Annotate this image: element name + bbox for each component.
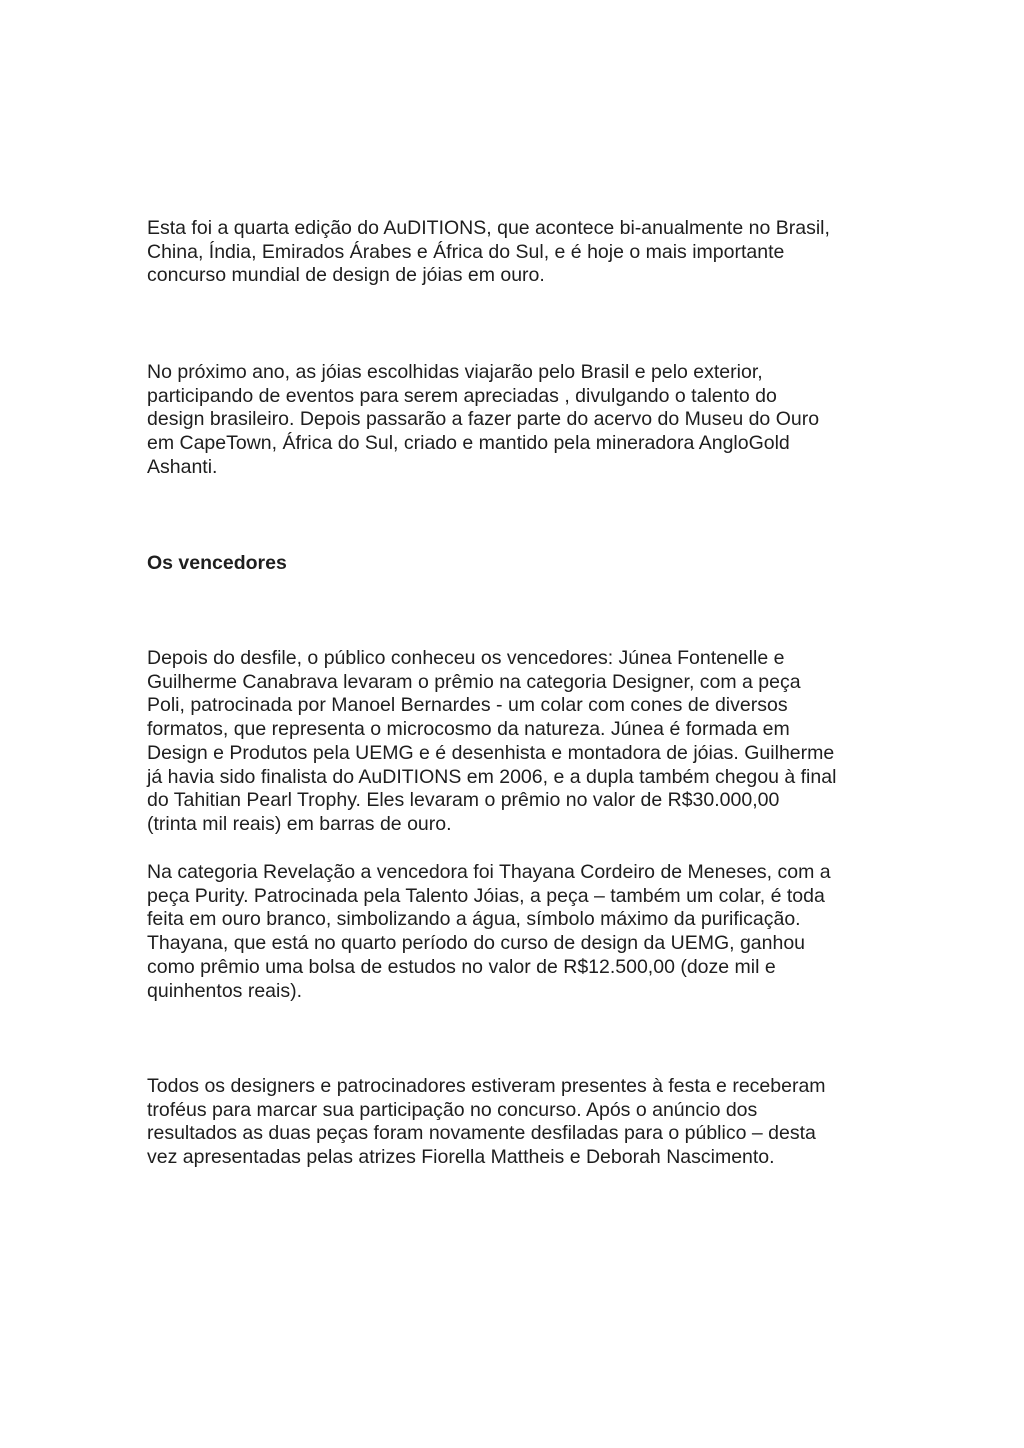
- paragraph-auditions-intro: [147, 217, 907, 288]
- text-line: Esta foi a quarta edição do AuDITIONS, que acontece bi-anualmente no Brasil,: [147, 217, 830, 239]
- text-line: Guilherme Canabrava levaram o prêmio na categoria Designer, com a peça: [147, 670, 801, 693]
- text-line: já havia sido finalista do AuDITIONS em 2006, e a dupla também chegou à final: [147, 765, 837, 788]
- text-line: Poli, patrocinada por Manoel Bernardes - um colar com cones de diversos: [147, 694, 788, 717]
- text-line: troféus para marcar sua participação no concurso. Após o anúncio dos: [147, 1098, 758, 1121]
- paragraph-next-year: [147, 361, 907, 480]
- text-line: quinhentos reais).: [147, 979, 303, 1002]
- text-line: Na categoria Revelação a vencedora foi Thayana Cordeiro de Meneses, com a: [147, 861, 831, 883]
- text-line: Depois do desfile, o público conheceu os vencedores: Júnea Fontenelle e: [147, 647, 785, 669]
- paragraph-revelation-winner: [147, 861, 907, 1003]
- text-line: do Tahitian Pearl Trophy. Eles levaram o prêmio no valor de R$30.000,00: [147, 789, 780, 812]
- text-line: vez apresentadas pelas atrizes Fiorella Mattheis e Deborah Nascimento.: [147, 1146, 775, 1169]
- text-line: China, Índia, Emirados Árabes e África do Sul, e é hoje o mais importante: [147, 240, 785, 263]
- text-line: como prêmio uma bolsa de estudos no valor de R$12.500,00 (doze mil e: [147, 955, 776, 978]
- paragraph-ceremony: [147, 1075, 907, 1170]
- text-line: No próximo ano, as jóias escolhidas viajarão pelo Brasil e pelo exterior,: [147, 361, 763, 383]
- text-line: Ashanti.: [147, 455, 218, 478]
- text-line: concurso mundial de design de jóias em ouro.: [147, 264, 545, 287]
- paragraph-designer-winners: [147, 647, 907, 837]
- text-line: peça Purity. Patrocinada pela Talento Jóias, a peça – também um colar, é toda: [147, 884, 825, 907]
- text-line: resultados as duas peças foram novamente desfiladas para o público – desta: [147, 1122, 816, 1145]
- text-line: participando de eventos para serem apreciadas , divulgando o talento do: [147, 384, 777, 407]
- text-line: Todos os designers e patrocinadores estiveram presentes à festa e receberam: [147, 1075, 826, 1097]
- text-line: (trinta mil reais) em barras de ouro.: [147, 812, 452, 835]
- text-line: Design e Produtos pela UEMG e é desenhista e montadora de jóias. Guilherme: [147, 741, 835, 764]
- text-line: em CapeTown, África do Sul, criado e mantido pela mineradora AngloGold: [147, 432, 790, 455]
- section-heading-winners: Os vencedores: [147, 552, 287, 574]
- text-line: design brasileiro. Depois passarão a fazer parte do acervo do Museu do Ouro: [147, 408, 820, 431]
- text-line: Thayana, que está no quarto período do curso de design da UEMG, ganhou: [147, 932, 806, 955]
- text-line: feita em ouro branco, simbolizando a água, símbolo máximo da purificação.: [147, 908, 801, 931]
- text-line: formatos, que representa o microcosmo da natureza. Júnea é formada em: [147, 718, 790, 741]
